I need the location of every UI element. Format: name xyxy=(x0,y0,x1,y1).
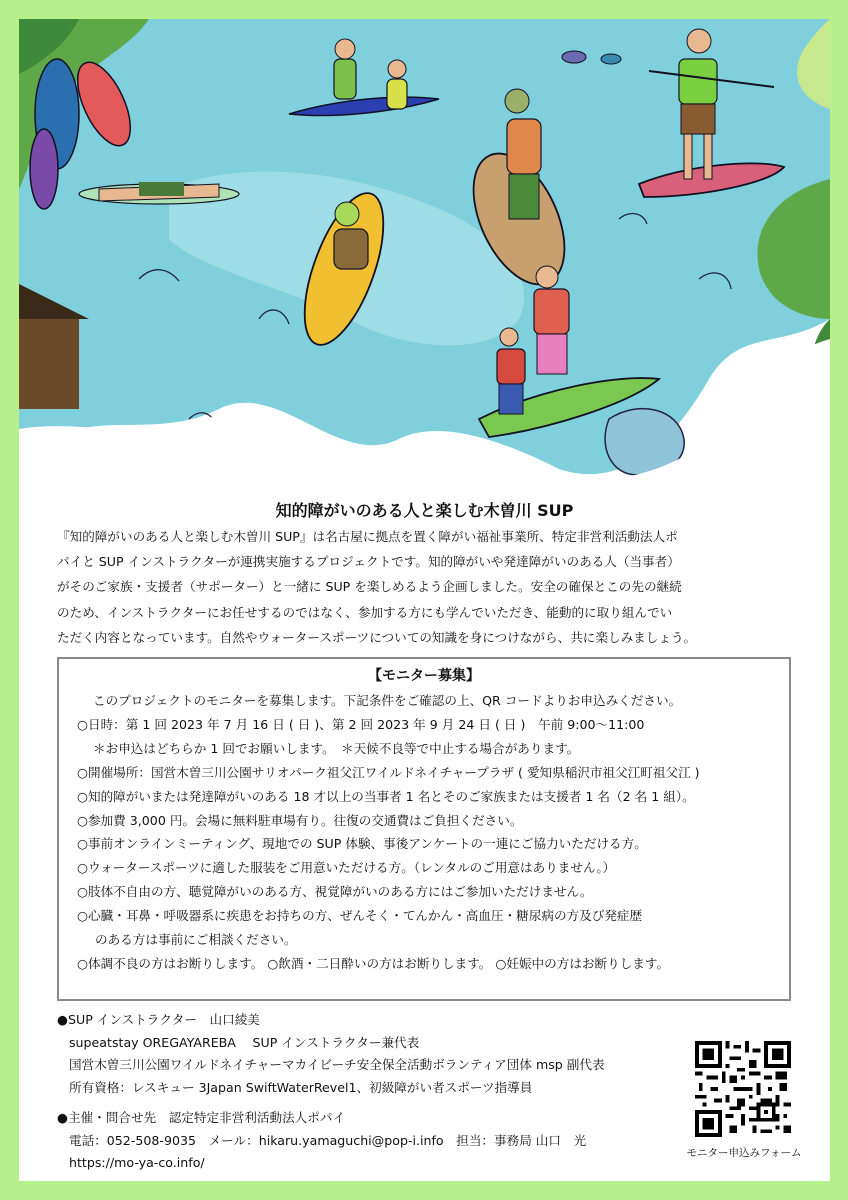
intro-line: パイと SUP インストラクターが連携実施するプロジェクトです。知的障がいや発達障がいのある人（当事者） xyxy=(57,554,680,570)
condition-refusal: ○体調不良の方はお断りします。 ○飲酒・二日酔いの方はお断りします。 ○妊娠中の方はお断りします。 xyxy=(77,955,670,971)
condition-health-cont: のある方は事前にご相談ください。 xyxy=(95,932,297,948)
condition-venue: ○開催場所：国営木曽三川公園サリオパーク祖父江ワイルドネイチャープラザ ( 愛知県稲沢市祖父江町祖父江 ) xyxy=(77,764,700,780)
condition-date: ○日時：第 1 回 2023 年 7 月 16 日 ( 日 )、第 2 回 2023 年 9 月 24 日 ( 日 ) 午前 9:00〜11:00 xyxy=(77,716,645,732)
river-sup-illustration xyxy=(19,19,830,489)
qr-code[interactable] xyxy=(695,1041,791,1137)
condition-date-note: ＊お申込はどちらか 1 回でお願いします。 ＊天候不良等で中止する場合があります。 xyxy=(93,740,580,756)
monitor-recruitment-box xyxy=(57,657,791,1001)
organizer-heading: ●主催・問合せ先 認定特定非営利活動法人ポパイ xyxy=(57,1110,346,1125)
condition-health: ○心臓・耳鼻・呼吸器系に疾患をお持ちの方、ぜんそく・てんかん・高血圧・糖尿病の方及び発症歴 xyxy=(77,908,643,924)
flyer-page xyxy=(19,19,830,1181)
instructor-line: supeatstay OREGAYAREBA SUP インストラクター兼代表 xyxy=(69,1034,420,1050)
condition-fee: ○参加費 3,000 円。会場に無料駐車場有り。往復の交通費はご負担ください。 xyxy=(77,812,523,828)
info-section xyxy=(57,1009,717,1175)
qr-caption: モニター申込みフォーム xyxy=(686,1147,802,1159)
organizer-url[interactable]: https://mo-ya-co.info/ xyxy=(69,1155,205,1170)
intro-line: のため、インストラクターにお任せするのではなく、参加する方にも学んでいただき、能動的に取り組んでい xyxy=(57,604,673,620)
condition-target: ○知的障がいまたは発達障がいのある 18 才以上の当事者 1 名とそのご家族または支援者 1 名（2 名 1 組）。 xyxy=(77,788,695,804)
intro-line: 『知的障がいのある人と楽しむ木曽川 SUP』は名古屋に拠点を置く障がい福祉事業所、特定非営利活動法人ポ xyxy=(57,529,678,544)
intro-line: がそのご家族・支援者（サポーター）と一緒に SUP を楽しめるよう企画しました。安全の確保とこの先の継続 xyxy=(57,579,682,595)
monitor-conditions xyxy=(77,689,781,976)
condition-disability: ○肢体不自由の方、聴覚障がいのある方、視覚障がいのある方にはご参加いただけません。 xyxy=(77,884,593,900)
condition-cooperation: ○事前オンラインミーティング、現地での SUP 体験、事後アンケートの一連にご協力いただける方。 xyxy=(77,836,647,852)
intro-paragraph xyxy=(57,524,799,650)
monitor-lead: このプロジェクトのモニターを募集します。下記条件をご確認の上、QR コードよりお申込みください。 xyxy=(93,693,682,708)
condition-clothing: ○ウォータースポーツに適した服装をご用意いただける方。（レンタルのご用意はありません。） xyxy=(77,860,616,876)
instructor-heading: ●SUP インストラクター 山口綾美 xyxy=(57,1012,260,1027)
intro-line: ただく内容となっています。自然やウォータースポーツについての知識を身につけながら、共に楽しみましょう。 xyxy=(57,629,697,645)
page-title: 知的障がいのある人と楽しむ木曽川 SUP xyxy=(275,501,574,520)
organizer-contact: 電話：052-508-9035 メール：hikaru.yamaguchi@pop-i.info 担当：事務局 山口 光 xyxy=(69,1132,587,1148)
instructor-line: 国営木曽三川公園ワイルドネイチャーマカイビーチ安全保全活動ボランティア団体 msp 副代表 xyxy=(69,1057,605,1072)
monitor-heading: 【モニター募集】 xyxy=(368,668,480,684)
instructor-qualification: 所有資格：レスキュー 3Japan SwiftWaterRevel1、初級障がい者スポーツ指導員 xyxy=(69,1079,533,1095)
